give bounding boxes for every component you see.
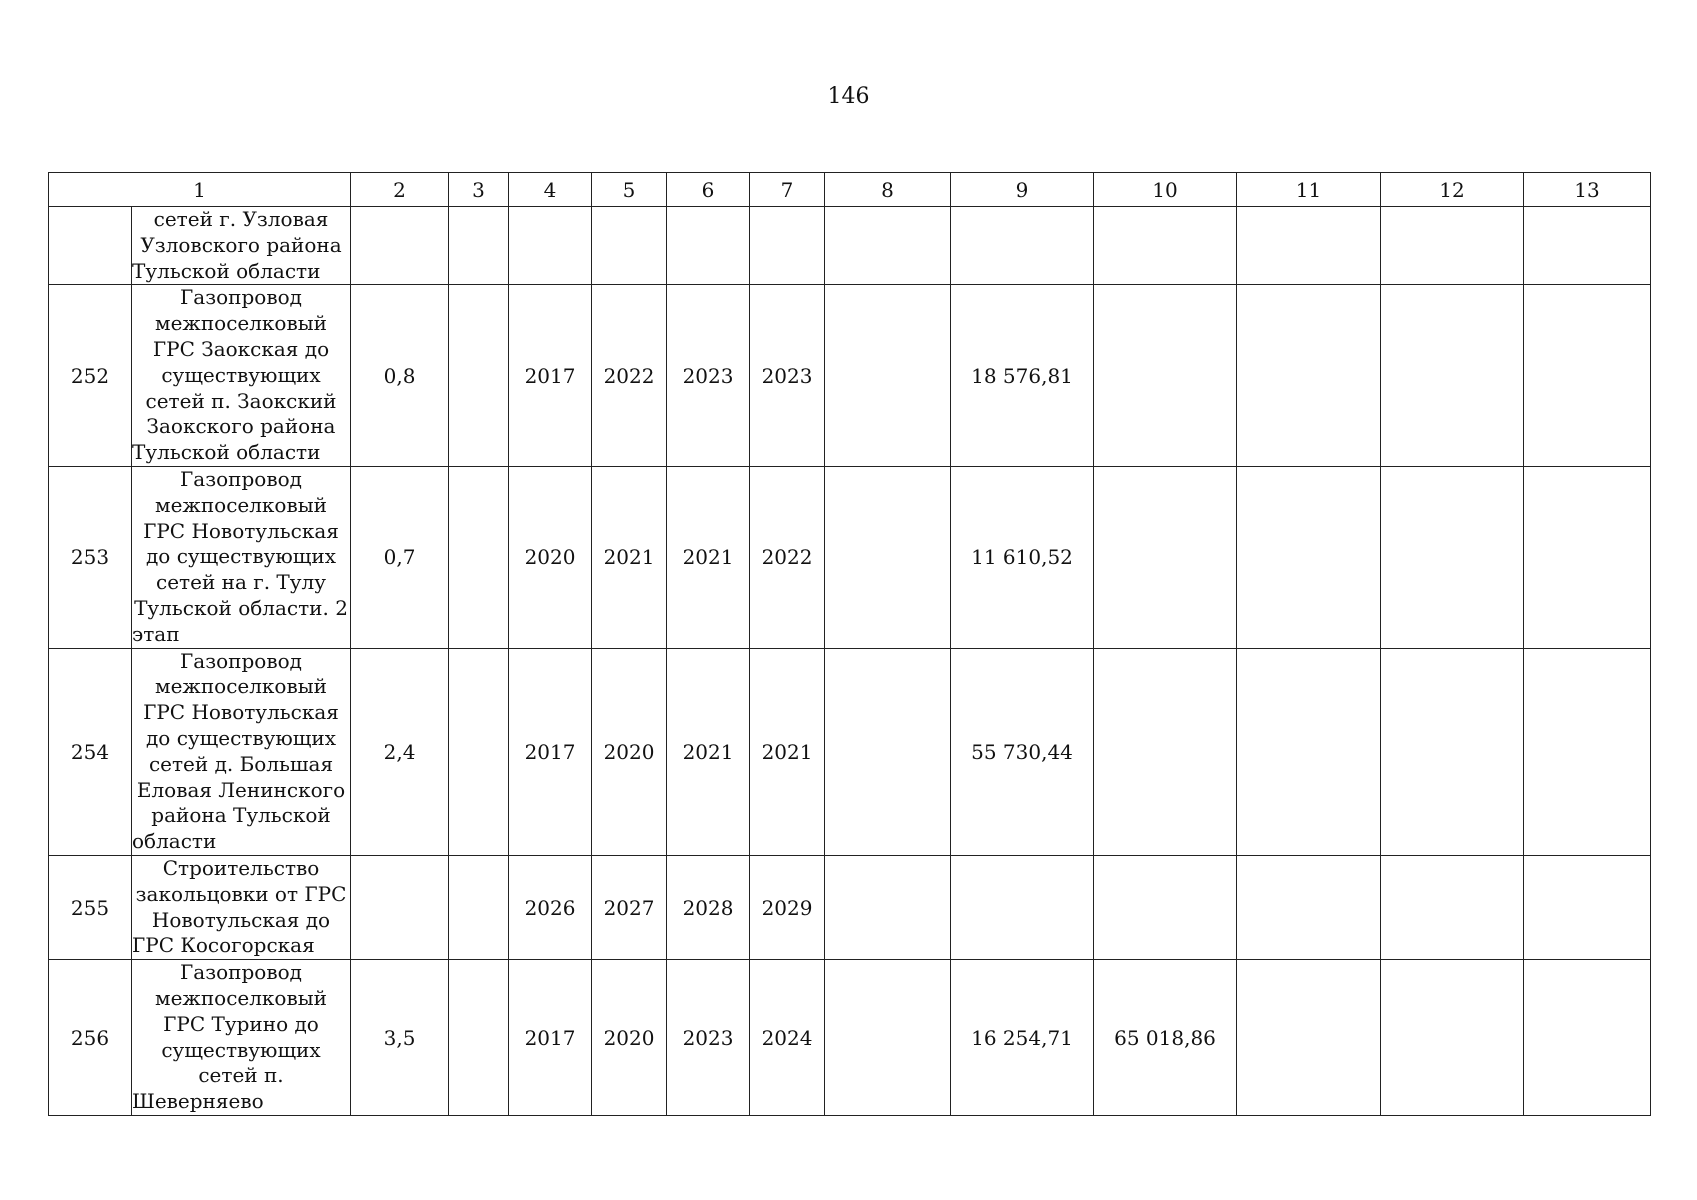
col-10-cell (1094, 285, 1237, 467)
data-table (48, 172, 1651, 1116)
column-header-9: 9 (951, 173, 1094, 207)
row-number-cell: 252 (49, 285, 132, 467)
col-4-cell: 2017 (509, 648, 592, 855)
column-header-6: 6 (667, 173, 750, 207)
col-8-cell (825, 648, 951, 855)
column-header-7: 7 (750, 173, 825, 207)
col-2-cell: 0,8 (351, 285, 449, 467)
column-header-11: 11 (1237, 173, 1381, 207)
col-12-cell (1381, 855, 1524, 959)
column-header-13: 13 (1524, 173, 1651, 207)
col-12-cell (1381, 648, 1524, 855)
column-header-10: 10 (1094, 173, 1237, 207)
col-11-cell (1237, 207, 1381, 285)
col-7-cell: 2024 (750, 960, 825, 1116)
col-6-cell: 2023 (667, 960, 750, 1116)
col-5-cell: 2020 (592, 960, 667, 1116)
col-4-cell: 2017 (509, 285, 592, 467)
header-row (49, 173, 1651, 207)
col-6-cell: 2023 (667, 285, 750, 467)
col-3-cell (449, 466, 509, 648)
column-header-1: 1 (49, 173, 351, 207)
row-description-cell: Строительство закольцовки от ГРС Новотульская до ГРС Косогорская (132, 855, 351, 959)
col-3-cell (449, 285, 509, 467)
col-3-cell (449, 855, 509, 959)
col-5-cell (592, 207, 667, 285)
col-11-cell (1237, 648, 1381, 855)
col-9-cell: 16 254,71 (951, 960, 1094, 1116)
col-12-cell (1381, 960, 1524, 1116)
column-header-4: 4 (509, 173, 592, 207)
col-4-cell: 2026 (509, 855, 592, 959)
col-7-cell: 2021 (750, 648, 825, 855)
col-6-cell: 2021 (667, 466, 750, 648)
table-row (49, 466, 1651, 648)
col-9-cell: 11 610,52 (951, 466, 1094, 648)
row-number-cell: 255 (49, 855, 132, 959)
column-header-8: 8 (825, 173, 951, 207)
col-9-cell (951, 855, 1094, 959)
col-5-cell: 2021 (592, 466, 667, 648)
col-8-cell (825, 855, 951, 959)
col-12-cell (1381, 466, 1524, 648)
col-7-cell (750, 207, 825, 285)
page-number: 146 (827, 84, 870, 109)
col-10-cell (1094, 855, 1237, 959)
col-8-cell (825, 960, 951, 1116)
col-13-cell (1524, 466, 1651, 648)
table-row (49, 285, 1651, 467)
col-5-cell: 2022 (592, 285, 667, 467)
col-8-cell (825, 466, 951, 648)
column-header-12: 12 (1381, 173, 1524, 207)
col-12-cell (1381, 207, 1524, 285)
col-8-cell (825, 285, 951, 467)
col-7-cell: 2022 (750, 466, 825, 648)
col-3-cell (449, 207, 509, 285)
col-13-cell (1524, 855, 1651, 959)
col-4-cell: 2020 (509, 466, 592, 648)
col-5-cell: 2027 (592, 855, 667, 959)
col-3-cell (449, 648, 509, 855)
row-description-cell: Газопровод межпоселковый ГРС Новотульская до существующих сетей на г. Тулу Тульской области. 2 этап (132, 466, 351, 648)
col-2-cell: 3,5 (351, 960, 449, 1116)
table-row (49, 207, 1651, 285)
table-row (49, 648, 1651, 855)
col-2-cell: 2,4 (351, 648, 449, 855)
col-11-cell (1237, 285, 1381, 467)
column-header-3: 3 (449, 173, 509, 207)
table-row (49, 960, 1651, 1116)
col-11-cell (1237, 855, 1381, 959)
col-4-cell (509, 207, 592, 285)
col-13-cell (1524, 285, 1651, 467)
col-11-cell (1237, 960, 1381, 1116)
column-header-5: 5 (592, 173, 667, 207)
row-number-cell: 254 (49, 648, 132, 855)
col-7-cell: 2029 (750, 855, 825, 959)
col-10-cell: 65 018,86 (1094, 960, 1237, 1116)
col-5-cell: 2020 (592, 648, 667, 855)
col-12-cell (1381, 285, 1524, 467)
col-10-cell (1094, 466, 1237, 648)
row-description-cell: сетей г. Узловая Узловского района Тульской области (132, 207, 351, 285)
col-2-cell: 0,7 (351, 466, 449, 648)
col-3-cell (449, 960, 509, 1116)
row-number-cell: 256 (49, 960, 132, 1116)
table-row (49, 855, 1651, 959)
table-body (49, 207, 1651, 1116)
column-header-2: 2 (351, 173, 449, 207)
row-number-cell: 253 (49, 466, 132, 648)
col-13-cell (1524, 960, 1651, 1116)
col-10-cell (1094, 648, 1237, 855)
row-description-cell: Газопровод межпоселковый ГРС Турино до существующих сетей п. Шеверняево (132, 960, 351, 1116)
col-9-cell: 55 730,44 (951, 648, 1094, 855)
col-6-cell (667, 207, 750, 285)
col-9-cell (951, 207, 1094, 285)
col-2-cell (351, 855, 449, 959)
col-7-cell: 2023 (750, 285, 825, 467)
col-10-cell (1094, 207, 1237, 285)
row-description-cell: Газопровод межпоселковый ГРС Новотульская до существующих сетей д. Большая Еловая Ленинского района Тульской области (132, 648, 351, 855)
col-6-cell: 2028 (667, 855, 750, 959)
row-description-cell: Газопровод межпоселковый ГРС Заокская до существующих сетей п. Заокский Заокского района Тульской области (132, 285, 351, 467)
col-8-cell (825, 207, 951, 285)
col-13-cell (1524, 648, 1651, 855)
col-13-cell (1524, 207, 1651, 285)
col-2-cell (351, 207, 449, 285)
col-9-cell: 18 576,81 (951, 285, 1094, 467)
row-number-cell (49, 207, 132, 285)
col-6-cell: 2021 (667, 648, 750, 855)
col-4-cell: 2017 (509, 960, 592, 1116)
col-11-cell (1237, 466, 1381, 648)
